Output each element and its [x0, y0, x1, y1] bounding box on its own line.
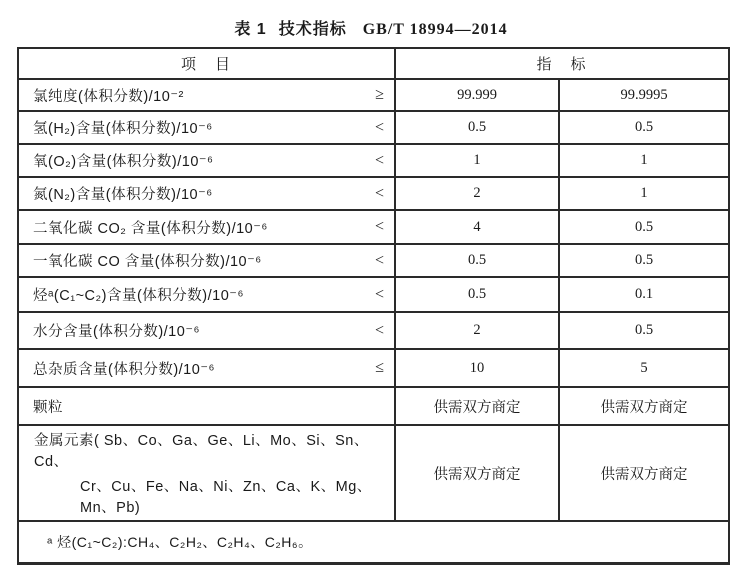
- grade2-value: 0.5: [559, 312, 729, 349]
- less-equal-symbol: ≤: [375, 359, 384, 376]
- item-label: 颗粒: [33, 399, 63, 416]
- less-than-symbol: <: [374, 218, 384, 235]
- standard-code: GB/T 18994—2014: [362, 21, 508, 38]
- grade2-value: 供需双方商定: [559, 425, 729, 521]
- grade1-value: 99.999: [395, 79, 559, 111]
- less-than-symbol: <: [374, 118, 384, 136]
- item-label: 水分含量(体积分数)/10⁻⁶: [33, 324, 200, 340]
- less-than-symbol: <: [374, 285, 384, 303]
- col-header-item: 项 目: [18, 48, 395, 79]
- greater-equal-symbol: ≥: [375, 86, 384, 103]
- grade2-value: 0.1: [559, 277, 729, 312]
- row-carbon-dioxide: [18, 210, 729, 244]
- less-than-symbol: <: [374, 251, 384, 269]
- row-carbon-monoxide: [18, 244, 729, 277]
- grade1-value: 供需双方商定: [395, 387, 559, 425]
- item-label: 氯纯度(体积分数)/10⁻²: [33, 88, 184, 105]
- grade2-value: 供需双方商定: [559, 387, 729, 425]
- table-number: 表 1: [234, 21, 267, 38]
- row-metal-elements: [18, 425, 729, 521]
- grade2-value: 99.9995: [559, 79, 729, 111]
- grade1-value: 1: [395, 144, 559, 177]
- grade2-value: 0.5: [559, 210, 729, 244]
- grade1-value: 0.5: [395, 111, 559, 144]
- grade2-value: 0.5: [559, 244, 729, 277]
- row-footnote: [18, 521, 729, 563]
- grade1-value: 供需双方商定: [395, 425, 559, 521]
- item-label: 总杂质含量(体积分数)/10⁻⁶: [33, 361, 215, 378]
- grade2-value: 1: [559, 144, 729, 177]
- grade1-value: 10: [395, 349, 559, 387]
- row-particles: [18, 387, 729, 425]
- row-chlorine-purity: [18, 79, 729, 111]
- item-label: 二氧化碳 CO₂ 含量(体积分数)/10⁻⁶: [33, 220, 268, 237]
- row-moisture: [18, 312, 729, 349]
- grade2-value: 1: [559, 177, 729, 210]
- less-than-symbol: <: [374, 151, 384, 169]
- grade2-value: 5: [559, 349, 729, 387]
- grade1-value: 0.5: [395, 244, 559, 277]
- row-hydrocarbons: [18, 277, 729, 312]
- item-label: 氧(O₂)含量(体积分数)/10⁻⁶: [33, 154, 214, 170]
- row-total-impurities: [18, 349, 729, 387]
- row-hydrogen: [18, 111, 729, 144]
- grade1-value: 4: [395, 210, 559, 244]
- item-label: 一氧化碳 CO 含量(体积分数)/10⁻⁶: [33, 254, 262, 270]
- less-than-symbol: <: [374, 184, 384, 202]
- grade2-value: 0.5: [559, 111, 729, 144]
- spec-table: [17, 47, 730, 565]
- item-label: 氮(N₂)含量(体积分数)/10⁻⁶: [33, 187, 213, 203]
- row-nitrogen: [18, 177, 729, 210]
- item-label: 烃ᵃ(C₁~C₂)含量(体积分数)/10⁻⁶: [33, 288, 244, 304]
- table-name: 技术指标: [278, 21, 347, 38]
- grade1-value: 0.5: [395, 277, 559, 312]
- grade1-value: 2: [395, 312, 559, 349]
- col-header-spec: 指 标: [395, 48, 729, 79]
- footnote-text: ᵃ 烃(C₁~C₂):CH₄、C₂H₂、C₂H₄、C₂H₆。: [18, 521, 729, 563]
- item-label-line2: Cr、Cu、Fe、Na、Ni、Zn、Ca、K、Mg、Mn、Pb): [80, 479, 372, 516]
- header-row: [18, 48, 729, 79]
- item-label: 氢(H₂)含量(体积分数)/10⁻⁶: [33, 121, 213, 137]
- row-oxygen: [18, 144, 729, 177]
- table-title: [0, 16, 742, 39]
- less-than-symbol: <: [374, 321, 384, 339]
- grade1-value: 2: [395, 177, 559, 210]
- item-label-line1: 金属元素( Sb、Co、Ga、Ge、Li、Mo、Si、Sn、Cd、: [34, 433, 369, 470]
